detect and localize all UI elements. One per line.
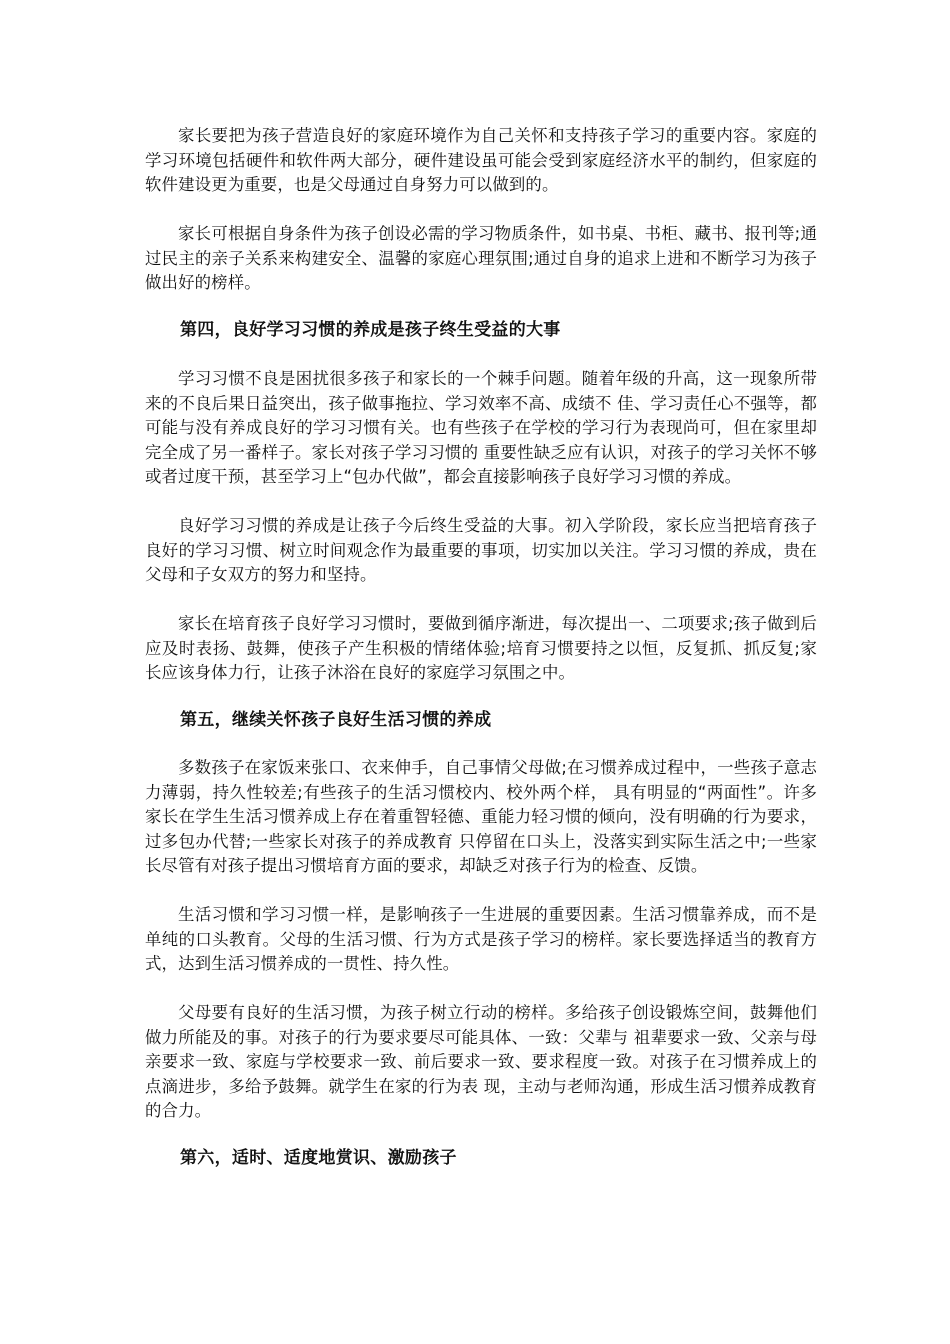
- paragraph-study-habit-problem: 学习习惯不良是困扰很多孩子和家长的一个棘手问题。随着年级的升高，这一现象所带来的不良后果日益突出，孩子做事拖拉、学习效率不高、成绩不 佳、学习责任心不强等，都可能与没有养成良好的学习习惯有关。也有些孩子在学校的学习行为表现尚可，但在家里却完全成了另一番样子。家长对孩子学习习惯的 重要性缺乏应有认识，对孩子的学习关怀不够或者过度干预，甚至学习上“包办代做”，都会直接影响孩子良好学习习惯的养成。: [145, 369, 817, 486]
- paragraph-study-habit-importance: 良好学习习惯的养成是让孩子今后终生受益的大事。初入学阶段，家长应当把培育孩子良好的学习习惯、树立时间观念作为最重要的事项，切实加以关注。学习习惯的养成，贵在父母和子女双方的努力和坚持。: [145, 516, 817, 584]
- heading-section-six: 第六，适时、适度地赏识、激励孩子: [180, 1148, 457, 1168]
- paragraph-parent-example: 父母要有良好的生活习惯，为孩子树立行动的榜样。多给孩子创设锻炼空间，鼓舞他们做力所能及的事。对孩子的行为要求要尽可能具体、一致：父辈与 祖辈要求一致、父亲与母亲要求一致、家庭与学校要求一致、前后要求一致、要求程度一致。对孩子在习惯养成上的点滴进步，多给予鼓舞。就学生在家的行为表 现，主动与老师沟通，形成生活习惯养成教育的合力。: [145, 1003, 817, 1120]
- paragraph-life-habit-problem: 多数孩子在家饭来张口、衣来伸手，自己事情父母做;在习惯养成过程中，一些孩子意志力薄弱，持久性较差;有些孩子的生活习惯校内、校外两个样， 具有明显的“两面性”。许多家长在学生生活习惯养成上存在着重智轻德、重能力轻习惯的倾向，没有明确的行为要求，过多包办代替;一些家长对孩子的养成教育 只停留在口头上，没落实到实际生活之中;一些家长尽管有对孩子提出习惯培育方面的要求，却缺乏对孩子行为的检查、反馈。: [145, 758, 817, 875]
- heading-section-five: 第五，继续关怀孩子良好生活习惯的养成: [180, 710, 492, 730]
- paragraph-life-habit-importance: 生活习惯和学习习惯一样，是影响孩子一生进展的重要因素。生活习惯靠养成，而不是单纯的口头教育。父母的生活习惯、行为方式是孩子学习的榜样。家长要选择适当的教育方式，达到生活习惯养成的一贯性、持久性。: [145, 905, 817, 973]
- heading-section-four: 第四，良好学习习惯的养成是孩子终生受益的大事: [180, 320, 561, 340]
- paragraph-home-environment: 家长要把为孩子营造良好的家庭环境作为自己关怀和支持孩子学习的重要内容。家庭的学习环境包括硬件和软件两大部分，硬件建设虽可能会受到家庭经济水平的制约，但家庭的软件建设更为重要，也是父母通过自身努力可以做到的。: [145, 126, 817, 194]
- paragraph-study-habit-method: 家长在培育孩子良好学习习惯时，要做到循序渐进，每次提出一、二项要求;孩子做到后应及时表扬、鼓舞，使孩子产生积极的情绪体验;培育习惯要持之以恒，反复抓、抓反复;家长应该身体力行，让孩子沐浴在良好的家庭学习氛围之中。: [145, 614, 817, 682]
- paragraph-learning-conditions: 家长可根据自身条件为孩子创设必需的学习物质条件，如书桌、书柜、藏书、报刊等;通过民主的亲子关系来构建安全、温馨的家庭心理氛围;通过自身的追求上进和不断学习为孩子做出好的榜样。: [145, 224, 817, 292]
